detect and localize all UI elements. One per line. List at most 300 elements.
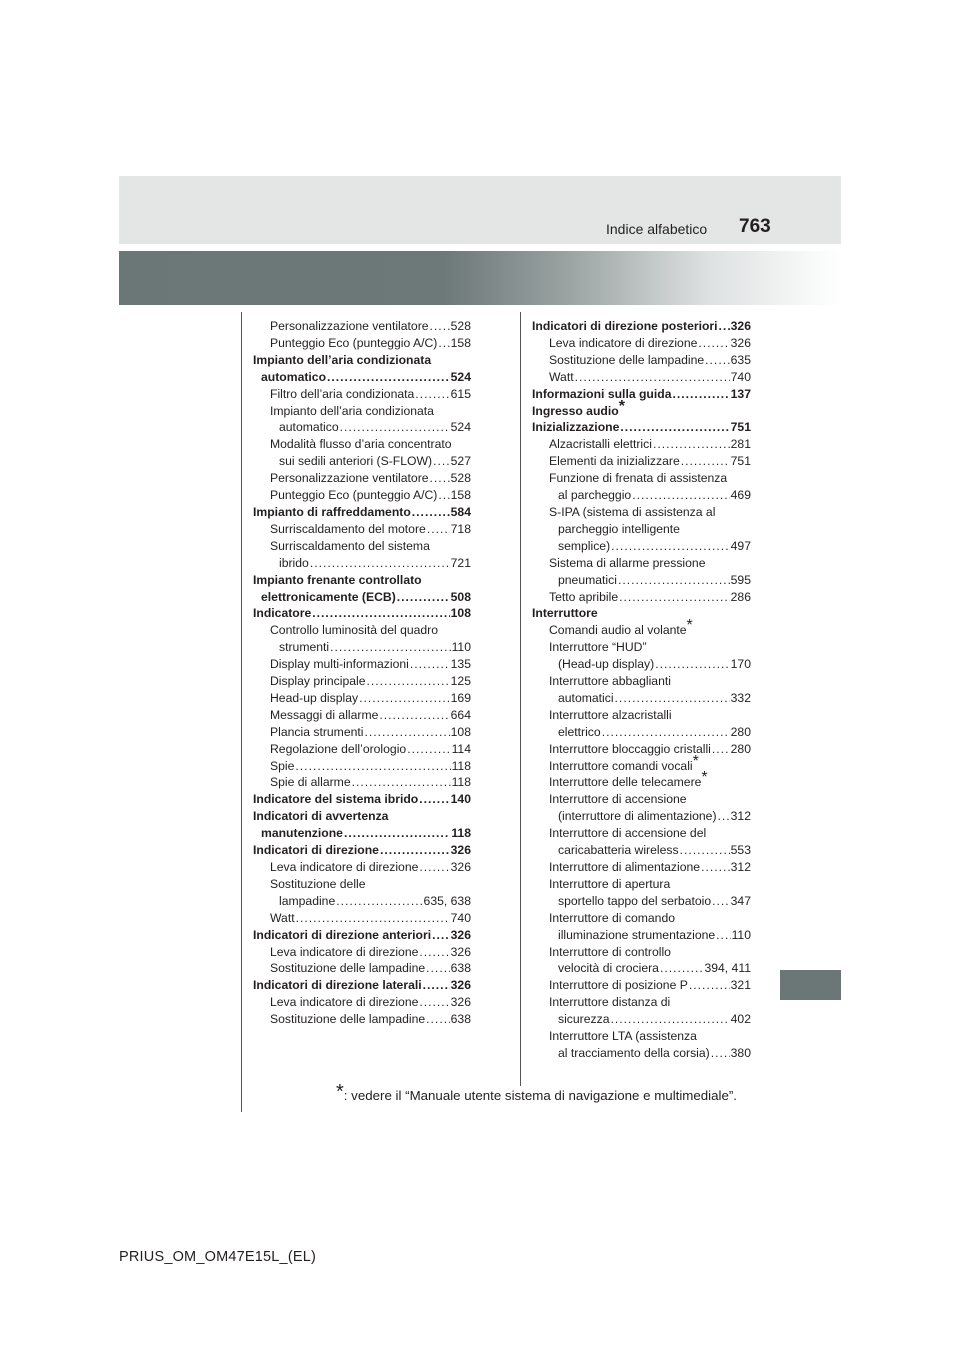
entry-page: 527 <box>450 454 471 469</box>
leader-dots <box>419 944 449 961</box>
entry-label: Elementi da inizializzare <box>549 454 680 469</box>
index-entry <box>532 1011 751 1028</box>
leader-dots <box>427 521 450 538</box>
index-entry <box>532 944 751 961</box>
leader-dots <box>352 774 451 791</box>
index-entry <box>532 1028 751 1045</box>
index-entry <box>253 538 471 555</box>
leader-dots <box>719 318 730 335</box>
index-entry <box>253 758 471 775</box>
index-column-right <box>532 318 751 1062</box>
leader-dots <box>426 1011 450 1028</box>
index-entry <box>532 910 751 927</box>
entry-page: 332 <box>730 690 751 705</box>
index-entry <box>532 769 751 791</box>
leader-dots <box>438 487 449 504</box>
index-entry <box>532 352 751 369</box>
leader-dots <box>433 453 450 470</box>
entry-page: 118 <box>451 758 471 773</box>
entry-label: Impianto di raffreddamento <box>253 504 411 519</box>
index-column-left <box>253 318 471 1028</box>
entry-label: Leva indicatore di direzione <box>270 944 419 959</box>
entry-label: automatici <box>558 690 614 705</box>
footnote-star-marker: * <box>701 769 708 787</box>
index-entry <box>253 369 471 386</box>
index-entry <box>532 605 751 622</box>
entry-page: 528 <box>450 471 471 486</box>
index-entry <box>532 752 751 775</box>
entry-label: Sostituzione delle lampadine <box>270 961 426 976</box>
entry-label: velocità di crociera <box>558 961 659 976</box>
index-entry <box>532 859 751 876</box>
entry-page: 158 <box>450 488 471 503</box>
entry-label: Surriscaldamento del sistema <box>270 538 430 553</box>
entry-label: Regolazione dell’orologio <box>270 741 407 756</box>
leader-dots <box>705 352 730 369</box>
entry-label: (Head-up display) <box>558 657 655 672</box>
leader-dots <box>295 758 450 775</box>
leader-dots <box>430 470 450 487</box>
entry-label: elettronicamente (ECB) <box>261 589 396 604</box>
index-entry <box>253 960 471 977</box>
leader-dots <box>680 842 730 859</box>
index-entry <box>253 589 471 606</box>
index-entry <box>532 589 751 606</box>
page-number: 763 <box>739 216 771 237</box>
entry-label: parcheggio intelligente <box>558 521 680 536</box>
leader-dots <box>653 436 730 453</box>
entry-page: 326 <box>450 843 471 858</box>
entry-label: Sostituzione delle lampadine <box>549 352 705 367</box>
entry-label: elettrico <box>558 724 601 739</box>
leader-dots <box>432 927 450 944</box>
entry-page: 584 <box>450 504 471 519</box>
entry-label: sportello tappo del serbatoio <box>558 893 712 908</box>
document-code: PRIUS_OM_OM47E15L_(EL) <box>119 1249 317 1265</box>
index-entry <box>532 791 751 808</box>
chapter-tab <box>780 970 841 1000</box>
index-entry <box>253 436 471 453</box>
entry-label: semplice) <box>558 538 611 553</box>
entry-page: 280 <box>730 724 751 739</box>
index-entry <box>532 707 751 724</box>
leader-dots <box>330 639 450 656</box>
entry-page: 280 <box>730 741 751 756</box>
entry-label: Indicatori di avvertenza <box>253 809 389 824</box>
leader-dots <box>712 741 730 758</box>
entry-page: 402 <box>730 1012 751 1027</box>
entry-label: Head-up display <box>270 690 359 705</box>
entry-label: Informazioni sulla guida <box>532 386 672 401</box>
index-entry <box>253 521 471 538</box>
entry-page: 169 <box>450 690 471 705</box>
entry-label: Interruttore di posizione P <box>549 978 688 993</box>
leader-dots <box>412 504 450 521</box>
entry-label: Indicatori di direzione anteriori <box>253 927 432 942</box>
entry-label: al tracciamento della corsia) <box>558 1045 710 1060</box>
leader-dots <box>296 910 450 927</box>
index-entry <box>253 859 471 876</box>
index-entry <box>532 977 751 994</box>
entry-label: Indicatori di direzione <box>253 843 379 858</box>
index-entry <box>253 1011 471 1028</box>
entry-page: 524 <box>450 369 471 384</box>
entry-label: Plancia strumenti <box>270 724 364 739</box>
index-entry <box>532 617 751 639</box>
entry-page: 347 <box>730 893 751 908</box>
footnote-star-marker: * <box>618 397 625 415</box>
entry-page: 524 <box>450 420 471 435</box>
entry-label: sicurezza <box>558 1012 610 1027</box>
index-entry <box>532 673 751 690</box>
entry-label: Interruttore <box>532 606 598 621</box>
index-entry <box>253 977 471 994</box>
index-entry <box>532 690 751 707</box>
entry-label: Leva indicatore di direzione <box>549 335 698 350</box>
leader-dots <box>419 994 449 1011</box>
leader-dots <box>611 538 730 555</box>
leader-dots <box>310 555 450 572</box>
leader-dots <box>615 690 730 707</box>
index-entry <box>253 470 471 487</box>
leader-dots <box>344 825 450 842</box>
index-entry <box>532 335 751 352</box>
leader-dots <box>430 318 450 335</box>
entry-label: Interruttore di alimentazione <box>549 860 701 874</box>
entry-label: Sostituzione delle lampadine <box>270 1012 426 1027</box>
entry-page: 125 <box>450 674 471 689</box>
entry-page: 170 <box>730 657 751 672</box>
leader-dots <box>655 656 729 673</box>
entry-label: Punteggio Eco (punteggio A/C) <box>270 488 438 503</box>
header-band <box>119 176 841 244</box>
index-entry <box>253 673 471 690</box>
index-entry <box>532 842 751 859</box>
leader-dots <box>423 977 450 994</box>
entry-label: manutenzione <box>261 826 343 841</box>
entry-page: 394, 411 <box>704 961 751 976</box>
entry-page: 638 <box>450 1012 471 1027</box>
entry-label: Spie di allarme <box>270 775 351 790</box>
index-entry <box>532 825 751 842</box>
index-entry <box>253 707 471 724</box>
index-entry <box>253 622 471 639</box>
entry-label: automatico <box>261 369 327 384</box>
index-entry <box>253 504 471 521</box>
index-entry <box>532 419 751 436</box>
leader-dots <box>364 724 449 741</box>
entry-label: Interruttore “HUD” <box>549 640 647 655</box>
entry-label: Interruttore di apertura <box>549 876 671 891</box>
entry-label: Impianto dell’aria condizionata <box>253 352 432 367</box>
leader-dots <box>711 1045 730 1062</box>
leader-dots <box>575 369 730 386</box>
entry-label: illuminazione strumentazione <box>558 927 716 942</box>
entry-label: caricabatteria wireless <box>558 843 679 858</box>
entry-label: Comandi audio al volante <box>549 623 687 638</box>
entry-label: Interruttore abbaglianti <box>549 674 671 689</box>
entry-page: 595 <box>730 572 751 587</box>
index-entry <box>532 927 751 944</box>
index-entry <box>532 994 751 1011</box>
index-entry <box>253 724 471 741</box>
index-entry <box>253 910 471 927</box>
leader-dots <box>419 859 449 876</box>
index-entry <box>532 369 751 386</box>
index-entry <box>532 397 751 420</box>
entry-label: Sostituzione delle <box>270 876 366 891</box>
entry-page: 740 <box>450 910 471 925</box>
entry-page: 326 <box>450 944 471 959</box>
index-entry <box>532 572 751 589</box>
index-entry <box>532 470 751 487</box>
index-entry <box>253 690 471 707</box>
entry-label: Funzione di frenata di assistenza <box>549 471 728 486</box>
footnote-text: : vedere il “Manuale utente sistema di navigazione e multimediale”. <box>343 1088 737 1103</box>
leader-dots <box>602 724 730 741</box>
leader-dots <box>397 589 450 606</box>
leader-dots <box>327 369 450 386</box>
footnote <box>336 1081 737 1103</box>
index-entry <box>253 403 471 420</box>
leader-dots <box>426 960 450 977</box>
entry-page: 380 <box>730 1045 751 1060</box>
entry-label: Leva indicatore di direzione <box>270 860 419 874</box>
entry-label: Inizializzazione <box>532 420 620 435</box>
entry-page: 508 <box>450 589 471 604</box>
entry-label: Watt <box>270 910 295 925</box>
entry-page: 114 <box>451 741 471 756</box>
entry-label: lampadine <box>279 893 336 908</box>
leader-dots <box>610 1011 729 1028</box>
entry-page: 137 <box>730 386 751 401</box>
footnote-star-marker: * <box>686 617 693 635</box>
left-margin-rule <box>241 312 242 1112</box>
entry-page: 281 <box>730 437 751 452</box>
entry-page: 638 <box>450 961 471 976</box>
entry-label: Surriscaldamento del motore <box>270 521 426 536</box>
index-entry <box>532 724 751 741</box>
entry-page: 135 <box>450 657 471 672</box>
entry-page: 326 <box>450 927 471 942</box>
index-entry <box>532 960 751 977</box>
entry-label: Watt <box>549 369 574 384</box>
entry-page: 312 <box>730 860 751 874</box>
entry-page: 158 <box>450 335 471 350</box>
entry-label: Impianto dell’aria condizionata <box>270 403 434 418</box>
index-entry <box>253 639 471 656</box>
entry-page: 110 <box>731 927 751 942</box>
index-entry <box>532 656 751 673</box>
index-entry <box>532 487 751 504</box>
entry-label: pneumatici <box>558 572 617 587</box>
index-entry <box>253 656 471 673</box>
index-entry <box>253 876 471 893</box>
leader-dots <box>718 808 730 825</box>
leader-dots <box>689 977 730 994</box>
leader-dots <box>712 893 730 910</box>
entry-page: 286 <box>730 589 751 604</box>
leader-dots <box>620 419 729 436</box>
entry-page: 321 <box>730 978 751 993</box>
entry-label: Interruttore di accensione del <box>549 826 707 841</box>
index-entry <box>532 521 751 538</box>
leader-dots <box>701 859 730 876</box>
index-entry <box>532 453 751 470</box>
leader-dots <box>379 707 449 724</box>
index-entry <box>253 419 471 436</box>
entry-page: 326 <box>450 978 471 993</box>
leader-dots <box>340 419 450 436</box>
entry-label: Personalizzazione ventilatore <box>270 319 429 333</box>
leader-dots <box>681 453 730 470</box>
footnote-marker: * <box>336 1081 344 1103</box>
index-entry <box>532 639 751 656</box>
leader-dots <box>619 589 730 606</box>
index-entry <box>532 386 751 403</box>
leader-dots <box>419 791 449 808</box>
entry-page: 635 <box>730 352 751 367</box>
entry-label: Messaggi di allarme <box>270 707 379 722</box>
entry-label: Modalità flusso d’aria concentrato <box>270 437 452 452</box>
entry-label: Interruttore LTA (assistenza <box>549 1029 697 1044</box>
entry-label: Alzacristalli elettrici <box>549 437 652 452</box>
index-entry <box>253 944 471 961</box>
entry-page: 751 <box>730 454 751 469</box>
index-entry <box>253 352 471 369</box>
footnote-star-marker: * <box>692 752 699 770</box>
entry-page: 108 <box>450 606 471 621</box>
index-entry <box>532 555 751 572</box>
leader-dots <box>410 656 450 673</box>
entry-page: 326 <box>450 860 471 874</box>
entry-page: 118 <box>451 775 471 790</box>
entry-label: ibrido <box>279 555 309 570</box>
leader-dots <box>673 386 730 403</box>
entry-label: Interruttore comandi vocali <box>549 758 693 773</box>
entry-label: Interruttore di comando <box>549 910 676 925</box>
index-entry <box>253 335 471 352</box>
index-entry <box>253 572 471 589</box>
entry-page: 110 <box>451 640 471 655</box>
entry-page: 718 <box>450 521 471 536</box>
index-entry <box>253 774 471 791</box>
leader-dots <box>716 927 730 944</box>
index-entry <box>532 436 751 453</box>
leader-dots <box>407 741 450 758</box>
entry-label: Interruttore delle telecamere <box>549 775 702 790</box>
index-entry <box>253 741 471 758</box>
entry-label: Indicatori di direzione laterali <box>253 978 422 993</box>
entry-label: Leva indicatore di direzione <box>270 995 419 1010</box>
entry-label: Display principale <box>270 674 366 689</box>
index-entry <box>253 927 471 944</box>
entry-label: Punteggio Eco (punteggio A/C) <box>270 335 438 350</box>
entry-page: 740 <box>730 369 751 384</box>
leader-dots <box>618 572 730 589</box>
index-entry <box>253 842 471 859</box>
entry-page: 326 <box>730 319 751 333</box>
entry-page: 751 <box>730 420 751 435</box>
leader-dots <box>632 487 729 504</box>
index-entry <box>532 1045 751 1062</box>
entry-label: automatico <box>279 420 339 435</box>
entry-label: Interruttore alzacristalli <box>549 707 672 722</box>
entry-page: 553 <box>730 843 751 858</box>
leader-dots <box>312 605 449 622</box>
leader-dots <box>336 893 422 910</box>
entry-page: 469 <box>730 488 751 503</box>
entry-page: 497 <box>730 538 751 553</box>
entry-label: Display multi-informazioni <box>270 657 409 672</box>
index-entry <box>532 808 751 825</box>
section-title: Indice alfabetico <box>606 221 708 237</box>
entry-label: Filtro dell’aria condizionata <box>270 386 415 401</box>
entry-page: 664 <box>450 707 471 722</box>
index-entry <box>253 893 471 910</box>
entry-page: 108 <box>450 724 471 739</box>
entry-page: 615 <box>450 386 471 401</box>
entry-label: (interruttore di alimentazione) <box>558 809 717 824</box>
column-divider <box>520 312 521 1086</box>
index-entry <box>253 808 471 825</box>
entry-page: 721 <box>450 555 471 570</box>
index-entry <box>532 538 751 555</box>
entry-label: Personalizzazione ventilatore <box>270 471 429 486</box>
index-entry <box>253 605 471 622</box>
entry-label: Indicatore del sistema ibrido <box>253 792 419 807</box>
index-entry <box>532 504 751 521</box>
leader-dots <box>660 960 704 977</box>
index-entry <box>253 555 471 572</box>
index-entry <box>253 453 471 470</box>
leader-dots <box>359 690 450 707</box>
leader-dots <box>367 673 450 690</box>
entry-label: Ingresso audio <box>532 403 619 418</box>
index-entry <box>532 876 751 893</box>
entry-page: 528 <box>450 319 471 333</box>
entry-label: al parcheggio <box>558 488 632 503</box>
index-entry <box>253 318 471 335</box>
index-entry <box>253 487 471 504</box>
entry-label: Tetto apribile <box>549 589 619 604</box>
chapter-banner <box>119 251 841 305</box>
entry-page: 635, 638 <box>423 893 471 908</box>
index-entry <box>253 994 471 1011</box>
entry-label: Controllo luminosità del quadro <box>270 623 439 638</box>
entry-page: 326 <box>450 995 471 1010</box>
index-entry <box>253 791 471 808</box>
entry-label: sui sedili anteriori (S-FLOW) <box>279 454 433 469</box>
entry-page: 140 <box>450 792 471 807</box>
leader-dots <box>438 335 449 352</box>
entry-label: Indicatore <box>253 606 312 621</box>
entry-label: Spie <box>270 758 295 773</box>
entry-page: 312 <box>730 809 751 824</box>
entry-label: Interruttore distanza di <box>549 995 671 1010</box>
leader-dots <box>698 335 729 352</box>
index-entry <box>532 741 751 758</box>
entry-page: 326 <box>730 335 751 350</box>
index-entry <box>253 386 471 403</box>
entry-label: Impianto frenante controllato <box>253 572 422 587</box>
entry-label: Interruttore di controllo <box>549 944 671 959</box>
index-entry <box>253 825 471 842</box>
index-entry <box>532 318 751 335</box>
entry-page: 118 <box>451 826 471 841</box>
entry-label: Sistema di allarme pressione <box>549 555 706 570</box>
leader-dots <box>415 386 449 403</box>
